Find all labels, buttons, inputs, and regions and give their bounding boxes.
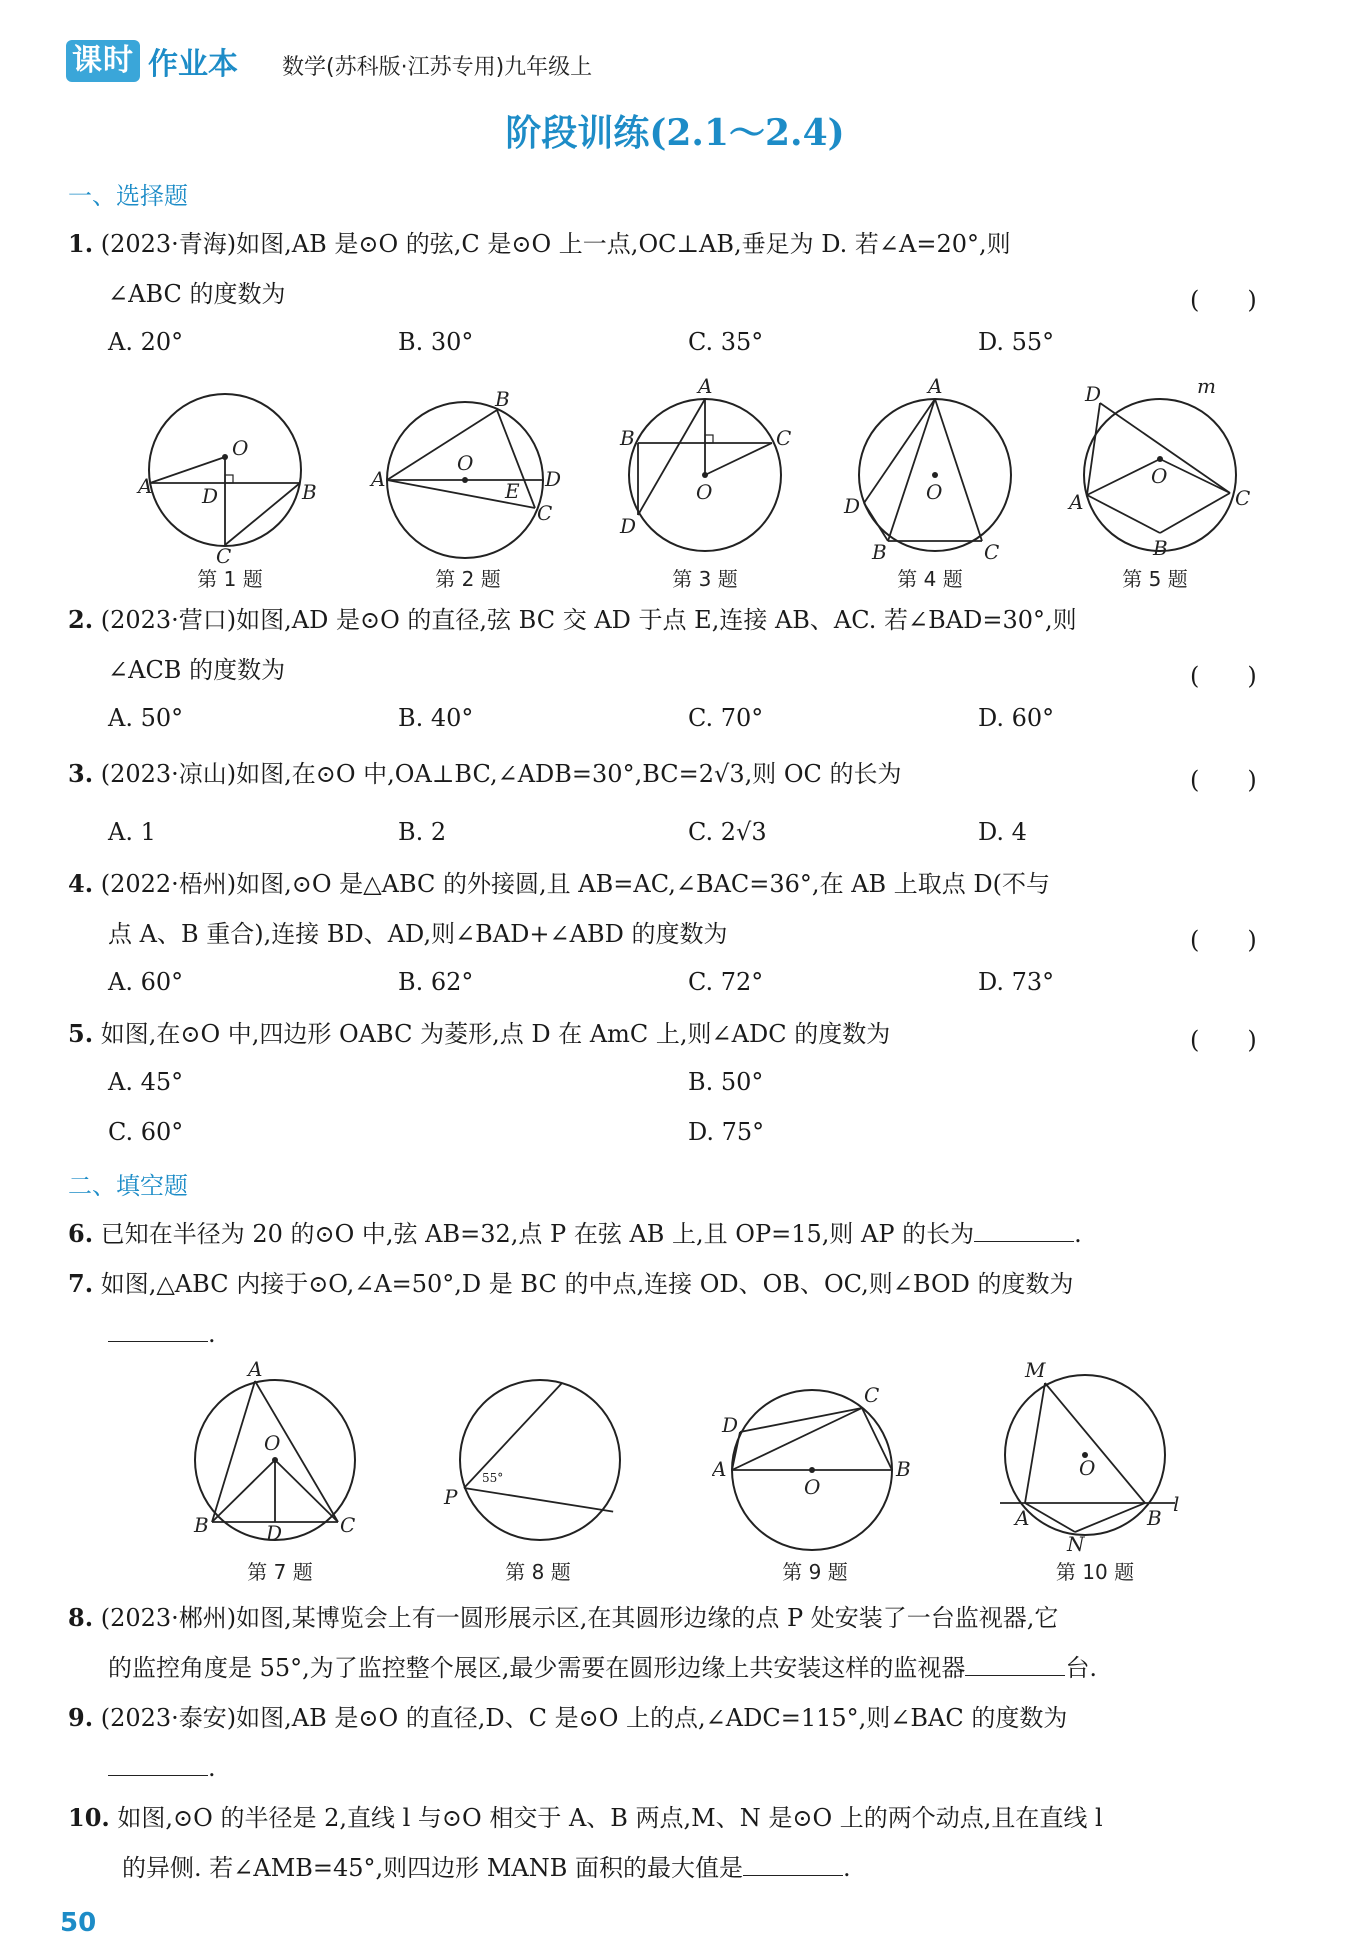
q1-line1 [68,226,1011,262]
q3-answer-paren: ( ) [1190,766,1257,794]
q8-text1: (2023·郴州)如图,某博览会上有一圆形展示区,在其圆形边缘的点 P 处安装了一台监视器,它 [100,1604,1059,1632]
figure-4 [840,375,1040,565]
q9-blank [108,1753,208,1776]
svg-text:O: O [1151,464,1168,488]
q4-option-d: D. 73° [978,968,1055,996]
q5-line1 [68,1016,890,1052]
svg-text:A: A [371,467,386,491]
svg-text:O: O [232,436,249,460]
svg-text:O: O [804,1475,821,1499]
svg-text:A: A [928,375,943,398]
svg-text:l: l [1173,1492,1180,1516]
logo-word: 作业本 [148,47,238,82]
q5-text1: 如图,在⊙O 中,四边形 OABC 为菱形,点 D 在 AmC 上,则∠ADC 的度数为 [100,1020,891,1048]
q5-option-d: D. 75° [688,1118,765,1146]
svg-text:m: m [1197,375,1216,398]
svg-text:C: C [984,540,1000,564]
q1-option-c: C. 35° [688,328,764,356]
q7-line2 [108,1316,216,1352]
q1-option-b: B. 30° [398,328,474,356]
q4-answer-paren: ( ) [1190,926,1257,954]
q4-num: 4. [68,869,94,898]
header-logo [66,40,238,82]
figure-2 [365,380,565,570]
fig8-caption: 第 8 题 [505,1560,571,1584]
q1-option-a: A. 20° [108,328,184,356]
svg-text:D: D [1085,382,1102,406]
fig7-caption: 第 7 题 [247,1560,313,1584]
q3-option-a: A. 1 [108,818,156,846]
q3-line1 [68,756,902,792]
svg-text:D: D [545,467,562,491]
svg-text:A: A [698,375,713,398]
q7-end: . [208,1320,216,1348]
q8-text2: 的监控角度是 55°,为了监控整个展区,最少需要在圆形边缘上共安装这样的监视器 [108,1654,966,1682]
q6-num: 6. [68,1219,94,1248]
svg-text:O: O [1079,1456,1096,1480]
q3-num: 3. [68,759,94,788]
svg-text:D: D [844,494,861,518]
q8-num: 8. [68,1603,94,1632]
q10-text1: 如图,⊙O 的半径是 2,直线 l 与⊙O 相交于 A、B 两点,M、N 是⊙O 上的两个动点,且在直线 l [117,1804,1103,1832]
figure-10 [985,1355,1185,1555]
q1-num: 1. [68,229,94,258]
svg-text:O: O [926,480,943,504]
q1-option-d: D. 55° [978,328,1055,356]
svg-text:B: B [1147,1506,1162,1530]
svg-text:C: C [864,1383,880,1407]
q5-option-b: B. 50° [688,1068,764,1096]
figure-7 [180,1360,380,1550]
svg-text:B: B [1153,536,1168,560]
q4-option-a: A. 60° [108,968,184,996]
section-fill: 二、填空题 [68,1172,188,1200]
q10-blank [743,1853,843,1876]
svg-text:O: O [457,451,474,475]
q2-option-b: B. 40° [398,704,474,732]
figure-3 [610,375,810,565]
svg-text:B: B [194,1513,209,1537]
q3-option-c: C. 2√3 [688,818,767,846]
q7-num: 7. [68,1269,94,1298]
q10-num: 10. [68,1803,110,1832]
svg-text:B: B [620,426,635,450]
logo-box: 课时 [66,40,140,82]
svg-text:C: C [340,1513,356,1537]
svg-text:B: B [302,480,317,504]
fig1-caption: 第 1 题 [197,567,263,591]
q6-end: . [1074,1220,1082,1248]
q2-line2: ∠ACB 的度数为 [108,656,286,684]
q5-option-a: A. 45° [108,1068,184,1096]
q2-line1 [68,602,1077,638]
svg-text:O: O [696,480,713,504]
q3-text1: (2023·凉山)如图,在⊙O 中,OA⊥BC,∠ADB=30°,BC=2√3,则 OC 的长为 [100,760,902,788]
q2-answer-paren: ( ) [1190,662,1257,690]
q7-line [68,1266,1074,1302]
q10-end: . [843,1854,851,1882]
figure-5 [1065,375,1265,565]
q6-text: 已知在半径为 20 的⊙O 中,弦 AB=32,点 P 在弦 AB 上,且 OP=15,则 AP 的长为 [100,1220,975,1248]
svg-text:B: B [872,540,887,564]
q5-option-c: C. 60° [108,1118,184,1146]
header-subtitle: 数学(苏科版·江苏专用)九年级上 [282,55,593,80]
fig3-caption: 第 3 题 [672,567,738,591]
q3-option-b: B. 2 [398,818,447,846]
svg-text:C: C [216,544,232,565]
q6-line [68,1216,1082,1252]
svg-text:A: A [1069,490,1084,514]
q2-num: 2. [68,605,94,634]
q2-option-d: D. 60° [978,704,1055,732]
figure-1 [130,375,330,565]
q4-option-c: C. 72° [688,968,764,996]
q8-line1 [68,1600,1058,1636]
svg-text:D: D [202,484,219,508]
q2-text1: (2023·营口)如图,AD 是⊙O 的直径,弦 BC 交 AD 于点 E,连接 AB、AC. 若∠BAD=30°,则 [100,606,1077,634]
svg-text:C: C [776,426,792,450]
q8-blank [965,1653,1065,1676]
svg-text:A: A [1015,1506,1030,1530]
q1-line2: ∠ABC 的度数为 [108,280,286,308]
svg-text:B: B [896,1457,911,1481]
q4-text1: (2022·梧州)如图,⊙O 是△ABC 的外接圆,且 AB=AC,∠BAC=36°,在 AB 上取点 D(不与 [100,870,1051,898]
q9-text1: (2023·泰安)如图,AB 是⊙O 的直径,D、C 是⊙O 上的点,∠ADC=115°,则∠BAC 的度数为 [100,1704,1068,1732]
svg-text:A: A [138,474,153,498]
svg-text:A: A [248,1360,263,1381]
q2-option-a: A. 50° [108,704,184,732]
svg-text:A: A [712,1457,727,1481]
svg-text:D: D [722,1413,739,1437]
svg-text:O: O [264,1431,281,1455]
q9-line1 [68,1700,1067,1736]
q1-answer-paren: ( ) [1190,286,1257,314]
q9-num: 9. [68,1703,94,1732]
q1-text1: (2023·青海)如图,AB 是⊙O 的弦,C 是⊙O 上一点,OC⊥AB,垂足为 D. 若∠A=20°,则 [100,230,1011,258]
page-number: 50 [60,1908,97,1938]
q8-line2 [108,1650,1097,1686]
svg-text:E: E [505,479,520,503]
svg-text:C: C [1235,486,1251,510]
svg-text:M: M [1025,1358,1046,1382]
fig8-angle-label: 55° [482,1471,504,1485]
fig10-caption: 第 10 题 [1055,1560,1135,1584]
q8-end: 台. [1065,1654,1098,1682]
q5-num: 5. [68,1019,94,1048]
page-title: 阶段训练(2.1～2.4) [505,112,845,154]
q10-line2 [122,1850,851,1886]
svg-text:D: D [620,514,637,538]
svg-text:B: B [495,387,510,411]
svg-text:N: N [1067,1532,1085,1555]
figure-8 [440,1370,640,1560]
section-choice: 一、选择题 [68,182,188,210]
q3-option-d: D. 4 [978,818,1027,846]
q9-line2 [108,1750,216,1786]
q2-option-c: C. 70° [688,704,764,732]
q7-blank [108,1319,208,1342]
fig5-caption: 第 5 题 [1122,567,1188,591]
q5-answer-paren: ( ) [1190,1026,1257,1054]
q4-option-b: B. 62° [398,968,474,996]
q7-text: 如图,△ABC 内接于⊙O,∠A=50°,D 是 BC 的中点,连接 OD、OB、OC,则∠BOD 的度数为 [100,1270,1074,1298]
figure-9 [712,1370,922,1560]
svg-text:D: D [266,1521,283,1545]
q9-end: . [208,1754,216,1782]
fig9-caption: 第 9 题 [782,1560,848,1584]
svg-text:C: C [537,501,553,525]
q10-line1 [68,1800,1103,1836]
svg-text:P: P [444,1485,458,1509]
q4-line2: 点 A、B 重合),连接 BD、AD,则∠BAD+∠ABD 的度数为 [108,920,728,948]
fig4-caption: 第 4 题 [897,567,963,591]
q10-text2: 的异侧. 若∠AMB=45°,则四边形 MANB 面积的最大值是 [122,1854,743,1882]
q4-line1 [68,866,1050,902]
fig2-caption: 第 2 题 [435,567,501,591]
q6-blank [974,1219,1074,1242]
